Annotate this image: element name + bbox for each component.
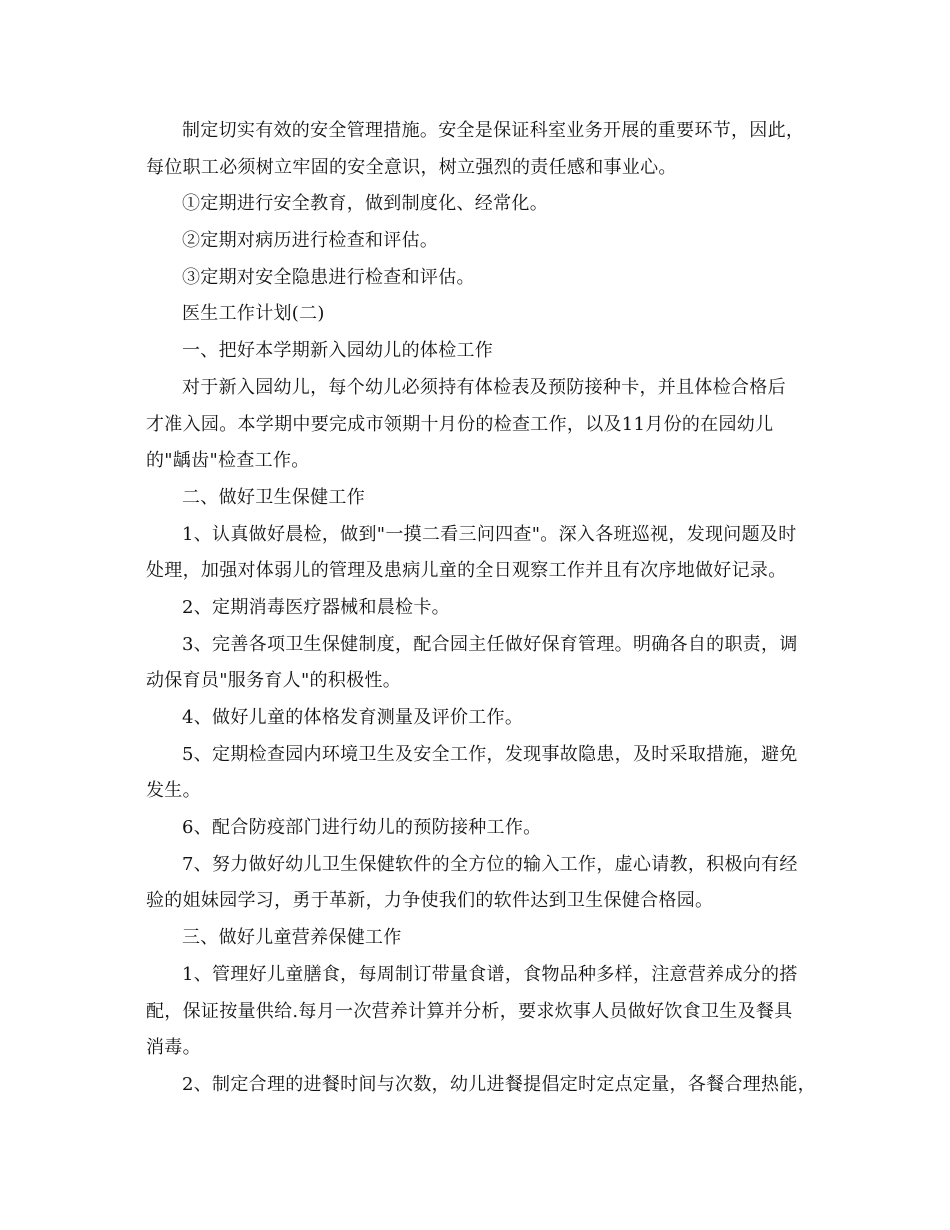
text-line: 每位职工必须树立牢固的安全意识，树立强烈的责任感和事业心。 [146,156,677,178]
text-line: 消毒。 [146,1037,201,1059]
text-line: 才准入园。本学期中要完成市领期十月份的检查工作，以及11月份的在园幼儿 [146,413,774,435]
text-line: 配，保证按量供给.每月一次营养计算并分析，要求炊事人员做好饮食卫生及餐具 [146,1000,793,1022]
text-line: 2、制定合理的进餐时间与次数，幼儿进餐提倡定时定点定量，各餐合理热能， [182,1073,816,1095]
text-line: 一、把好本学期新入园幼儿的体检工作 [182,340,494,362]
text-line: 5、定期检查园内环境卫生及安全工作，发现事故隐患，及时采取措施，避免 [182,743,798,765]
text-line: 二、做好卫生保健工作 [182,486,365,508]
text-line: 对于新入园幼儿，每个幼儿必须持有体检表及预防接种卡，并且体检合格后 [182,376,786,398]
text-line: 的"龋齿"检查工作。 [146,450,310,472]
text-line: 验的姐妹园学习，勇于革新，力争使我们的软件达到卫生保健合格园。 [146,890,714,912]
text-line: 发生。 [146,780,201,802]
text-line: 1、管理好儿童膳食，每周制订带量食谱，食物品种多样，注意营养成分的搭 [182,963,798,985]
text-line: 制定切实有效的安全管理措施。安全是保证科室业务开展的重要环节，因此， [182,120,805,141]
text-line: 4、做好儿童的体格发育测量及评价工作。 [182,707,524,728]
text-line: 三、做好儿童营养保健工作 [182,927,402,949]
text-line: ③定期对安全隐患进行检查和评估。 [182,266,475,288]
text-line: 2、定期消毒医疗器械和晨检卡。 [182,596,450,618]
text-line: 3、完善各项卫生保健制度，配合园主任做好保育管理。明确各自的职责，调 [182,633,798,655]
text-line: 7、努力做好幼儿卫生保健软件的全方位的输入工作，虚心请教，积极向有经 [182,853,798,875]
text-line: 医生工作计划(二) [182,303,325,325]
text-line: ②定期对病历进行检查和评估。 [182,230,439,252]
text-line: ①定期进行安全教育，做到制度化、经常化。 [182,193,548,215]
text-line: 动保育员"服务育人"的积极性。 [146,670,402,692]
text-line: 1、认真做好晨检，做到"一摸二看三问四查"。深入各班巡视，发现问题及时 [182,523,797,545]
text-line: 处理，加强对体弱儿的管理及患病儿童的全日观察工作并且有次序地做好记录。 [146,560,787,582]
text-line: 6、配合防疫部门进行幼儿的预防接种工作。 [182,817,542,839]
